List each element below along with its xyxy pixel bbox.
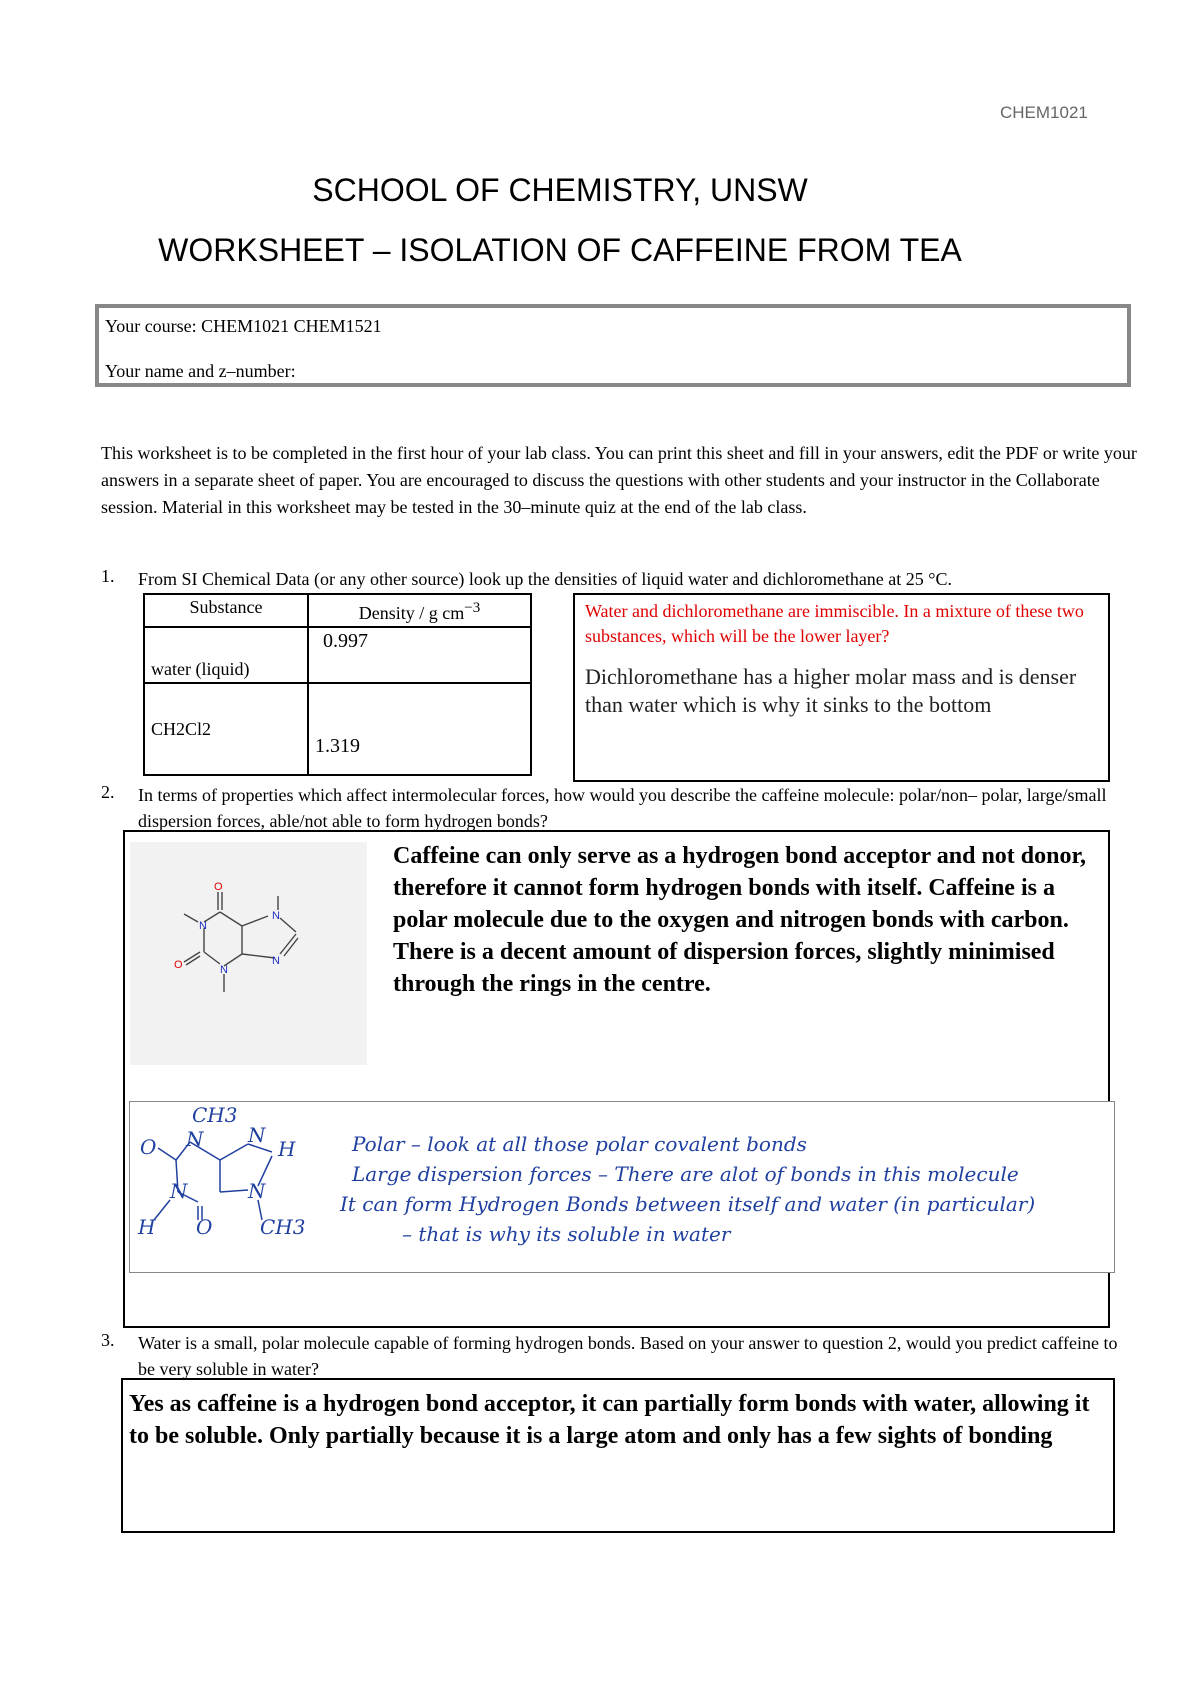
handwritten-notes	[129, 1101, 1115, 1273]
q3-answer: Yes as caffeine is a hydrogen bond acceptor, it can partially form bonds with water, allowing it to be soluble. Only partially because it is a large atom and only has a few sights of bonding	[129, 1391, 1090, 1449]
caffeine-structure-image	[130, 842, 367, 1065]
course-code: CHEM1021	[1000, 103, 1088, 122]
handwritten-line: – that is why its soluble in water	[402, 1222, 731, 1246]
course-line: Your course: CHEM1021 CHEM1521	[105, 316, 382, 336]
q2-number: 2.	[101, 782, 115, 802]
q3-answer-box	[121, 1378, 1115, 1533]
intro-paragraph: This worksheet is to be completed in the first hour of your lab class. You can print this sheet and fill in your answers, edit the PDF or write your answers in a separate sheet of paper. You are encouraged to discuss the questions with other students and your instructor in the Collaborate session. Material in this worksheet may be tested in the 30–minute quiz at the end of the lab class.	[101, 443, 1137, 517]
handwritten-line: It can form Hydrogen Bonds between itself and water (in particular)	[340, 1192, 1036, 1216]
sketch-label: H	[138, 1215, 156, 1239]
q2-text: In terms of properties which affect intermolecular forces, how would you describe the caffeine molecule: polar/non– polar, large/small dispersion forces, able/not able to form hydrogen bonds?	[138, 785, 1107, 831]
table-row	[144, 627, 531, 683]
q2-answer: Caffeine can only serve as a hydrogen bond acceptor and not donor, therefore it cannot form hydrogen bonds with itself. Caffeine is a polar molecule due to the oxygen and nitrogen bonds with carbon. There is a decent amount of dispersion forces, slightly minimised through the rings in the centre.	[393, 843, 1086, 997]
sketch-label: CH3	[260, 1215, 306, 1239]
page-subtitle: WORKSHEET – ISOLATION OF CAFFEINE FROM TEA	[158, 232, 962, 268]
student-info-box	[95, 304, 1131, 387]
oxygen-label: O	[214, 881, 223, 893]
q3-number: 3.	[101, 1330, 115, 1350]
sketch-label: H	[278, 1137, 296, 1161]
substance-cell: water (liquid)	[144, 627, 308, 683]
sketch-label: CH3	[192, 1103, 238, 1127]
table-row	[144, 683, 531, 775]
density-cell: 1.319	[308, 683, 531, 775]
q1-text: From SI Chemical Data (or any other source) look up the densities of liquid water and dichloromethane at 25 °C.	[138, 569, 952, 589]
density-unit-exponent: −3	[464, 600, 481, 616]
nitrogen-label: N	[272, 910, 280, 922]
q1-answer: Dichloromethane has a higher molar mass and is denser than water which is why it sinks to the bottom	[585, 664, 1077, 717]
density-label: Density / g cm	[358, 603, 465, 623]
oxygen-label: O	[174, 959, 183, 971]
q1-answer-box	[573, 593, 1110, 782]
density-cell: 0.997	[308, 627, 531, 683]
table-header-density	[308, 594, 531, 627]
q1-prompt: Water and dichloromethane are immiscible. In a mixture of these two substances, which will be the lower layer?	[585, 601, 1084, 646]
caffeine-structure-icon	[130, 842, 367, 1065]
nitrogen-label: N	[272, 955, 280, 967]
caffeine-sketch-icon	[130, 1102, 320, 1272]
substance-cell: CH2Cl2	[144, 683, 308, 775]
nitrogen-label: N	[199, 920, 207, 932]
sketch-label: N	[248, 1123, 266, 1147]
nitrogen-label: N	[220, 964, 228, 976]
q1-number: 1.	[101, 566, 115, 586]
sketch-label: N	[186, 1127, 204, 1151]
handwritten-line: Large dispersion forces – There are alot of bonds in this molecule	[352, 1162, 1019, 1186]
sketch-label: N	[170, 1179, 188, 1203]
density-table	[143, 593, 532, 776]
q3-text: Water is a small, polar molecule capable of forming hydrogen bonds. Based on your answer to question 2, would you predict caffeine to be very soluble in water?	[138, 1333, 1118, 1379]
table-header-substance: Substance	[144, 594, 308, 627]
handwritten-line: Polar – look at all those polar covalent bonds	[352, 1132, 807, 1156]
page-title: SCHOOL OF CHEMISTRY, UNSW	[312, 172, 808, 208]
sketch-label: O	[196, 1215, 213, 1239]
name-line: Your name and z–number:	[105, 361, 296, 381]
sketch-label: O	[140, 1135, 157, 1159]
sketch-label: N	[248, 1179, 266, 1203]
